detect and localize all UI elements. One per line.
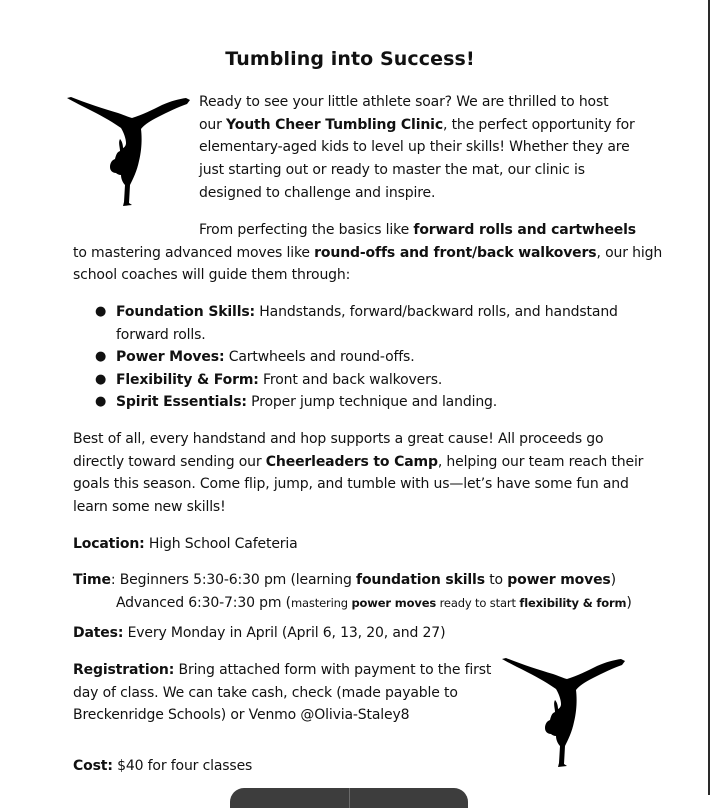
skill-text: Front and back walkovers. [258, 371, 443, 388]
bullet-icon: ● [95, 304, 107, 319]
advanced-highlight: round-offs and front/back walkovers [314, 244, 597, 261]
cause-paragraph [73, 428, 643, 519]
skill-label: Power Moves: [116, 349, 225, 365]
cost-label: Cost: [73, 758, 113, 774]
skill-label: Flexibility & Form: [116, 371, 259, 388]
skill-label: Foundation Skills: [116, 304, 255, 320]
skill-item-foundation [73, 301, 618, 346]
text-span: , our high [596, 244, 663, 261]
intro-line: designed to challenge and inspire. [199, 184, 436, 201]
skill-text: forward rolls. [116, 326, 206, 343]
skill-text: Proper jump technique and landing. [246, 394, 498, 410]
time-line-beginners [73, 569, 632, 592]
location-label: Location: [73, 536, 145, 552]
text-span: mastering [290, 595, 352, 610]
dates-value: Every Monday in April (April 6, 13, 20, and 27) [123, 625, 446, 641]
skills-list [73, 301, 618, 414]
text-span: to mastering advanced moves like [73, 244, 315, 261]
registration-info [73, 659, 491, 727]
text-span: ready to start [436, 595, 520, 610]
para-line: Best of all, every handstand and hop supports a great cause! All proceeds go [73, 431, 604, 447]
skill-item-power [73, 346, 618, 369]
text-span: our [199, 116, 227, 133]
intro-paragraph [199, 91, 635, 205]
toolbar-right-segment[interactable] [350, 788, 469, 808]
intro-line [199, 114, 635, 137]
basics-highlight: forward rolls and cartwheels [413, 222, 636, 238]
dates-info [73, 622, 445, 645]
text-bold: power moves [351, 595, 437, 610]
intro-line: Ready to see your little athlete soar? We are thrilled to host [199, 94, 609, 110]
intro-line: elementary-aged kids to level up their skills! Whether they are [199, 139, 630, 156]
skill-item-flexibility [73, 369, 618, 392]
skill-label: Spirit Essentials: [116, 394, 247, 410]
para-line: school coaches will guide them through: [73, 267, 351, 284]
para-line: Breckenridge Schools) or Venmo @Olivia-Staley8 [73, 707, 410, 724]
text-span: , the perfect opportunity for [442, 116, 635, 133]
para-line [73, 242, 662, 265]
para-line: goals this season. Come flip, jump, and tumble with us—let’s have some fun and [73, 476, 629, 493]
bullet-icon: ● [95, 349, 107, 364]
text-span: : Beginners 5:30-6:30 pm (learning [110, 572, 356, 588]
text-bold: power moves [507, 572, 611, 588]
viewer-toolbar[interactable] [230, 788, 468, 808]
registration-label: Registration: [73, 662, 175, 678]
skill-text: Handstands, forward/backward rolls, and handstand [255, 304, 618, 320]
dates-label: Dates: [73, 625, 124, 641]
para-line: learn some new skills! [73, 499, 226, 516]
text-span: ) [626, 594, 632, 611]
text-span: Bring attached form with payment to the first [174, 662, 492, 678]
text-span: directly toward sending our [73, 453, 266, 470]
time-label: Time [73, 572, 111, 588]
clinic-name: Youth Cheer Tumbling Clinic [226, 116, 443, 133]
camp-highlight: Cheerleaders to Camp [265, 453, 438, 470]
para-line [73, 659, 491, 682]
text-bold: flexibility & form [519, 595, 627, 610]
bullet-icon: ● [95, 371, 107, 387]
text-span: Advanced 6:30-7:30 pm ( [116, 594, 291, 611]
gymnast-silhouette-icon [66, 95, 192, 207]
text-span: From perfecting the basics like [199, 222, 414, 238]
skill-text: Cartwheels and round-offs. [224, 349, 415, 365]
text-span: to [484, 572, 508, 588]
time-line-advanced [73, 592, 632, 615]
cost-info [73, 755, 252, 778]
para-line [73, 451, 643, 474]
text-span: ) [610, 572, 616, 588]
skill-item-spirit [73, 391, 618, 414]
coaching-paragraph [73, 219, 662, 287]
text-bold: foundation skills [356, 572, 485, 588]
page-title: Tumbling into Success! [225, 48, 475, 70]
location-info [73, 533, 298, 556]
time-info [73, 569, 632, 614]
para-line: day of class. We can take cash, check (made payable to [73, 684, 458, 701]
para-line [73, 219, 662, 242]
text-span: , helping our team reach their [437, 453, 644, 470]
location-value: High School Cafeteria [144, 536, 298, 552]
bullet-icon: ● [95, 394, 107, 409]
toolbar-left-segment[interactable] [230, 788, 349, 808]
cost-value: $40 for four classes [112, 758, 253, 774]
intro-line: just starting out or ready to master the mat, our clinic is [199, 162, 585, 179]
gymnast-silhouette-icon [501, 656, 627, 768]
